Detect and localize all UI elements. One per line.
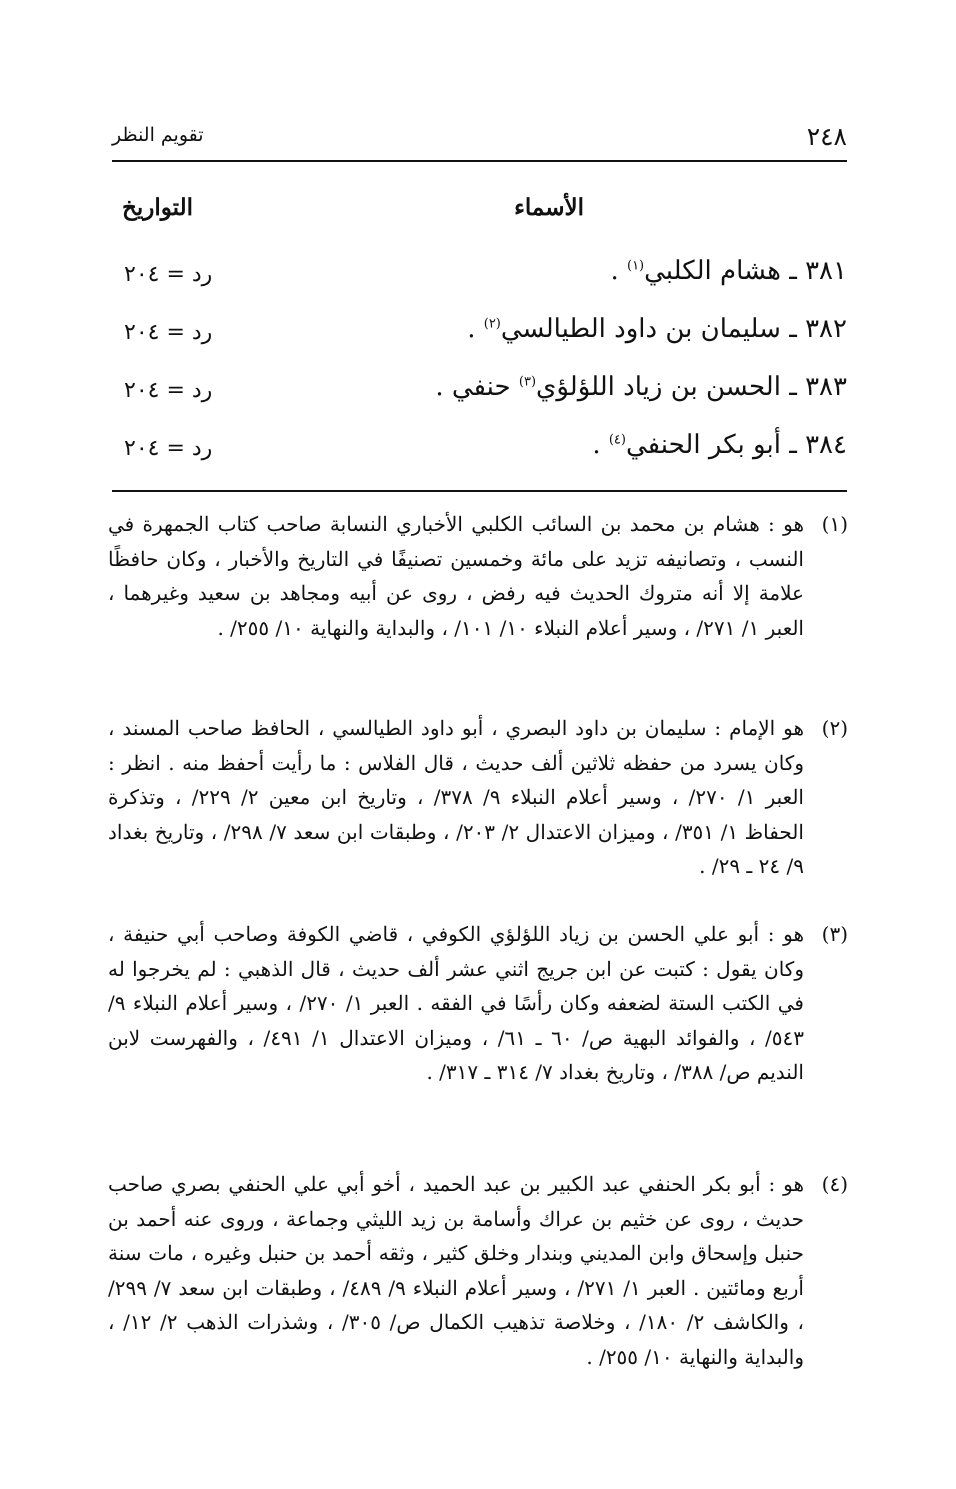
header-rule — [112, 160, 847, 162]
entry-name: ٣٨٢ ـ سليمان بن داود الطيالسي$^{(٢)}$ . — [467, 314, 847, 344]
footnote — [108, 917, 848, 1090]
footnote — [108, 711, 848, 884]
table-row — [112, 372, 847, 416]
footnote-marker: (١) — [821, 512, 848, 536]
footnote-text: هو : أبو بكر الحنفي عبد الكبير بن عبد الحميد ، أخو أبي علي الحنفي بصري صاحب حديث ، روى عن خثيم بن عراك وأسامة بن زيد الليثي وجماعة ، وروى عنه أحمد بن حنبل وإسحاق وابن المديني وبندار وخلق كثير ، وثقه أحمد بن حنبل وغيره ، مات سنة أربع ومائتين . العبر ١/ ٢٧١/ ، وسير أعلام النبلاء ٩/ ٤٨٩/ ، وطبقات ابن سعد ٧/ ٢٩٩/ ، والكاشف ٢/ ١٨٠/ ، وخلاصة تذهيب الكمال ص/ ٣٠٥/ ، وشذرات الذهب ٢/ ١٢/ ، والبداية والنهاية ١٠/ ٢٥٥/ . — [108, 1172, 804, 1369]
running-title: تقويم النظر — [112, 124, 204, 146]
footnote — [108, 1167, 848, 1374]
table-row — [112, 256, 847, 300]
footnote-text: هو الإمام : سليمان بن داود البصري ، أبو داود الطيالسي ، الحافظ صاحب المسند ، وكان يسرد من حفظه ثلاثين ألف حديث ، قال الفلاس : ما رأيت أحفظ منه . انظر : العبر ١/ ٢٧٠/ ، وسير أعلام النبلاء ٩/ ٣٧٨/ ، وتاريخ ابن معين ٢/ ٢٢٩/ ، وتذكرة الحفاظ ١/ ٣٥١/ ، وميزان الاعتدال ٢/ ٢٠٣/ ، وطبقات ابن سعد ٧/ ٢٩٨/ ، وتاريخ بغداد ٩/ ٢٤ ـ ٢٩/ . — [108, 716, 804, 878]
footnotes-separator — [112, 490, 847, 492]
page-number: ٢٤٨ — [806, 122, 847, 151]
footnote-ref: (٤) — [608, 432, 626, 448]
table-row — [112, 314, 847, 358]
footnote-marker: (٢) — [821, 716, 848, 740]
footnote — [108, 507, 848, 645]
entry-date: رد = ٢٠٤ — [124, 262, 213, 287]
entry-date: رد = ٢٠٤ — [124, 436, 213, 461]
footnote-ref: (٣) — [518, 374, 537, 390]
footnote-text: هو : هشام بن محمد بن السائب الكلبي الأخباري النسابة صاحب كتاب الجمهرة في النسب ، وتصانيفه تزيد على مائة وخمسين تصنيفًا في التاريخ والأخبار ، وكان حافظًا علامة إلا أنه متروك الحديث فيه رفض ، روى عن أبيه ومجاهد بن سعيد وغيرهما ، العبر ١/ ٢٧١/ ، وسير أعلام النبلاء ١٠/ ١٠١/ ، والبداية والنهاية ١٠/ ٢٥٥/ . — [108, 512, 804, 640]
footnote-ref: (٢) — [483, 316, 501, 332]
page-header — [112, 122, 847, 152]
entry-name: ٣٨٤ ـ أبو بكر الحنفي$^{(٤)}$ . — [592, 430, 847, 460]
entry-date: رد = ٢٠٤ — [124, 378, 213, 403]
table-row — [112, 430, 847, 474]
footnote-marker: (٣) — [821, 922, 848, 946]
entry-name: ٣٨١ ـ هشام الكلبي$^{(١)}$ . — [610, 256, 847, 286]
entry-name: ٣٨٣ ـ الحسن بن زياد اللؤلؤي$^{(٣)}$ حنفي . — [435, 372, 847, 402]
footnote-text: هو : أبو علي الحسن بن زياد اللؤلؤي الكوفي ، قاضي الكوفة وصاحب أبي حنيفة ، وكان يقول : كتبت عن ابن جريج اثني عشر ألف حديث ، قال الذهبي : لم يخرجوا له في الكتب الستة لضعفه وكان رأسًا في الفقه . العبر ١/ ٢٧٠/ ، وسير أعلام النبلاء ٩/ ٥٤٣/ ، والفوائد البهية ص/ ٦٠ ـ ٦١/ ، وميزان الاعتدال ١/ ٤٩١/ ، والفهرست لابن النديم ص/ ٣٨٨/ ، وتاريخ بغداد ٧/ ٣١٤ ـ ٣١٧/ . — [108, 922, 805, 1084]
footnote-ref: (١) — [626, 258, 645, 274]
names-column-heading: الأسماء — [514, 194, 584, 221]
entry-date: رد = ٢٠٤ — [124, 320, 213, 345]
dates-column-heading: التواريخ — [122, 194, 193, 221]
footnote-marker: (٤) — [821, 1172, 848, 1196]
